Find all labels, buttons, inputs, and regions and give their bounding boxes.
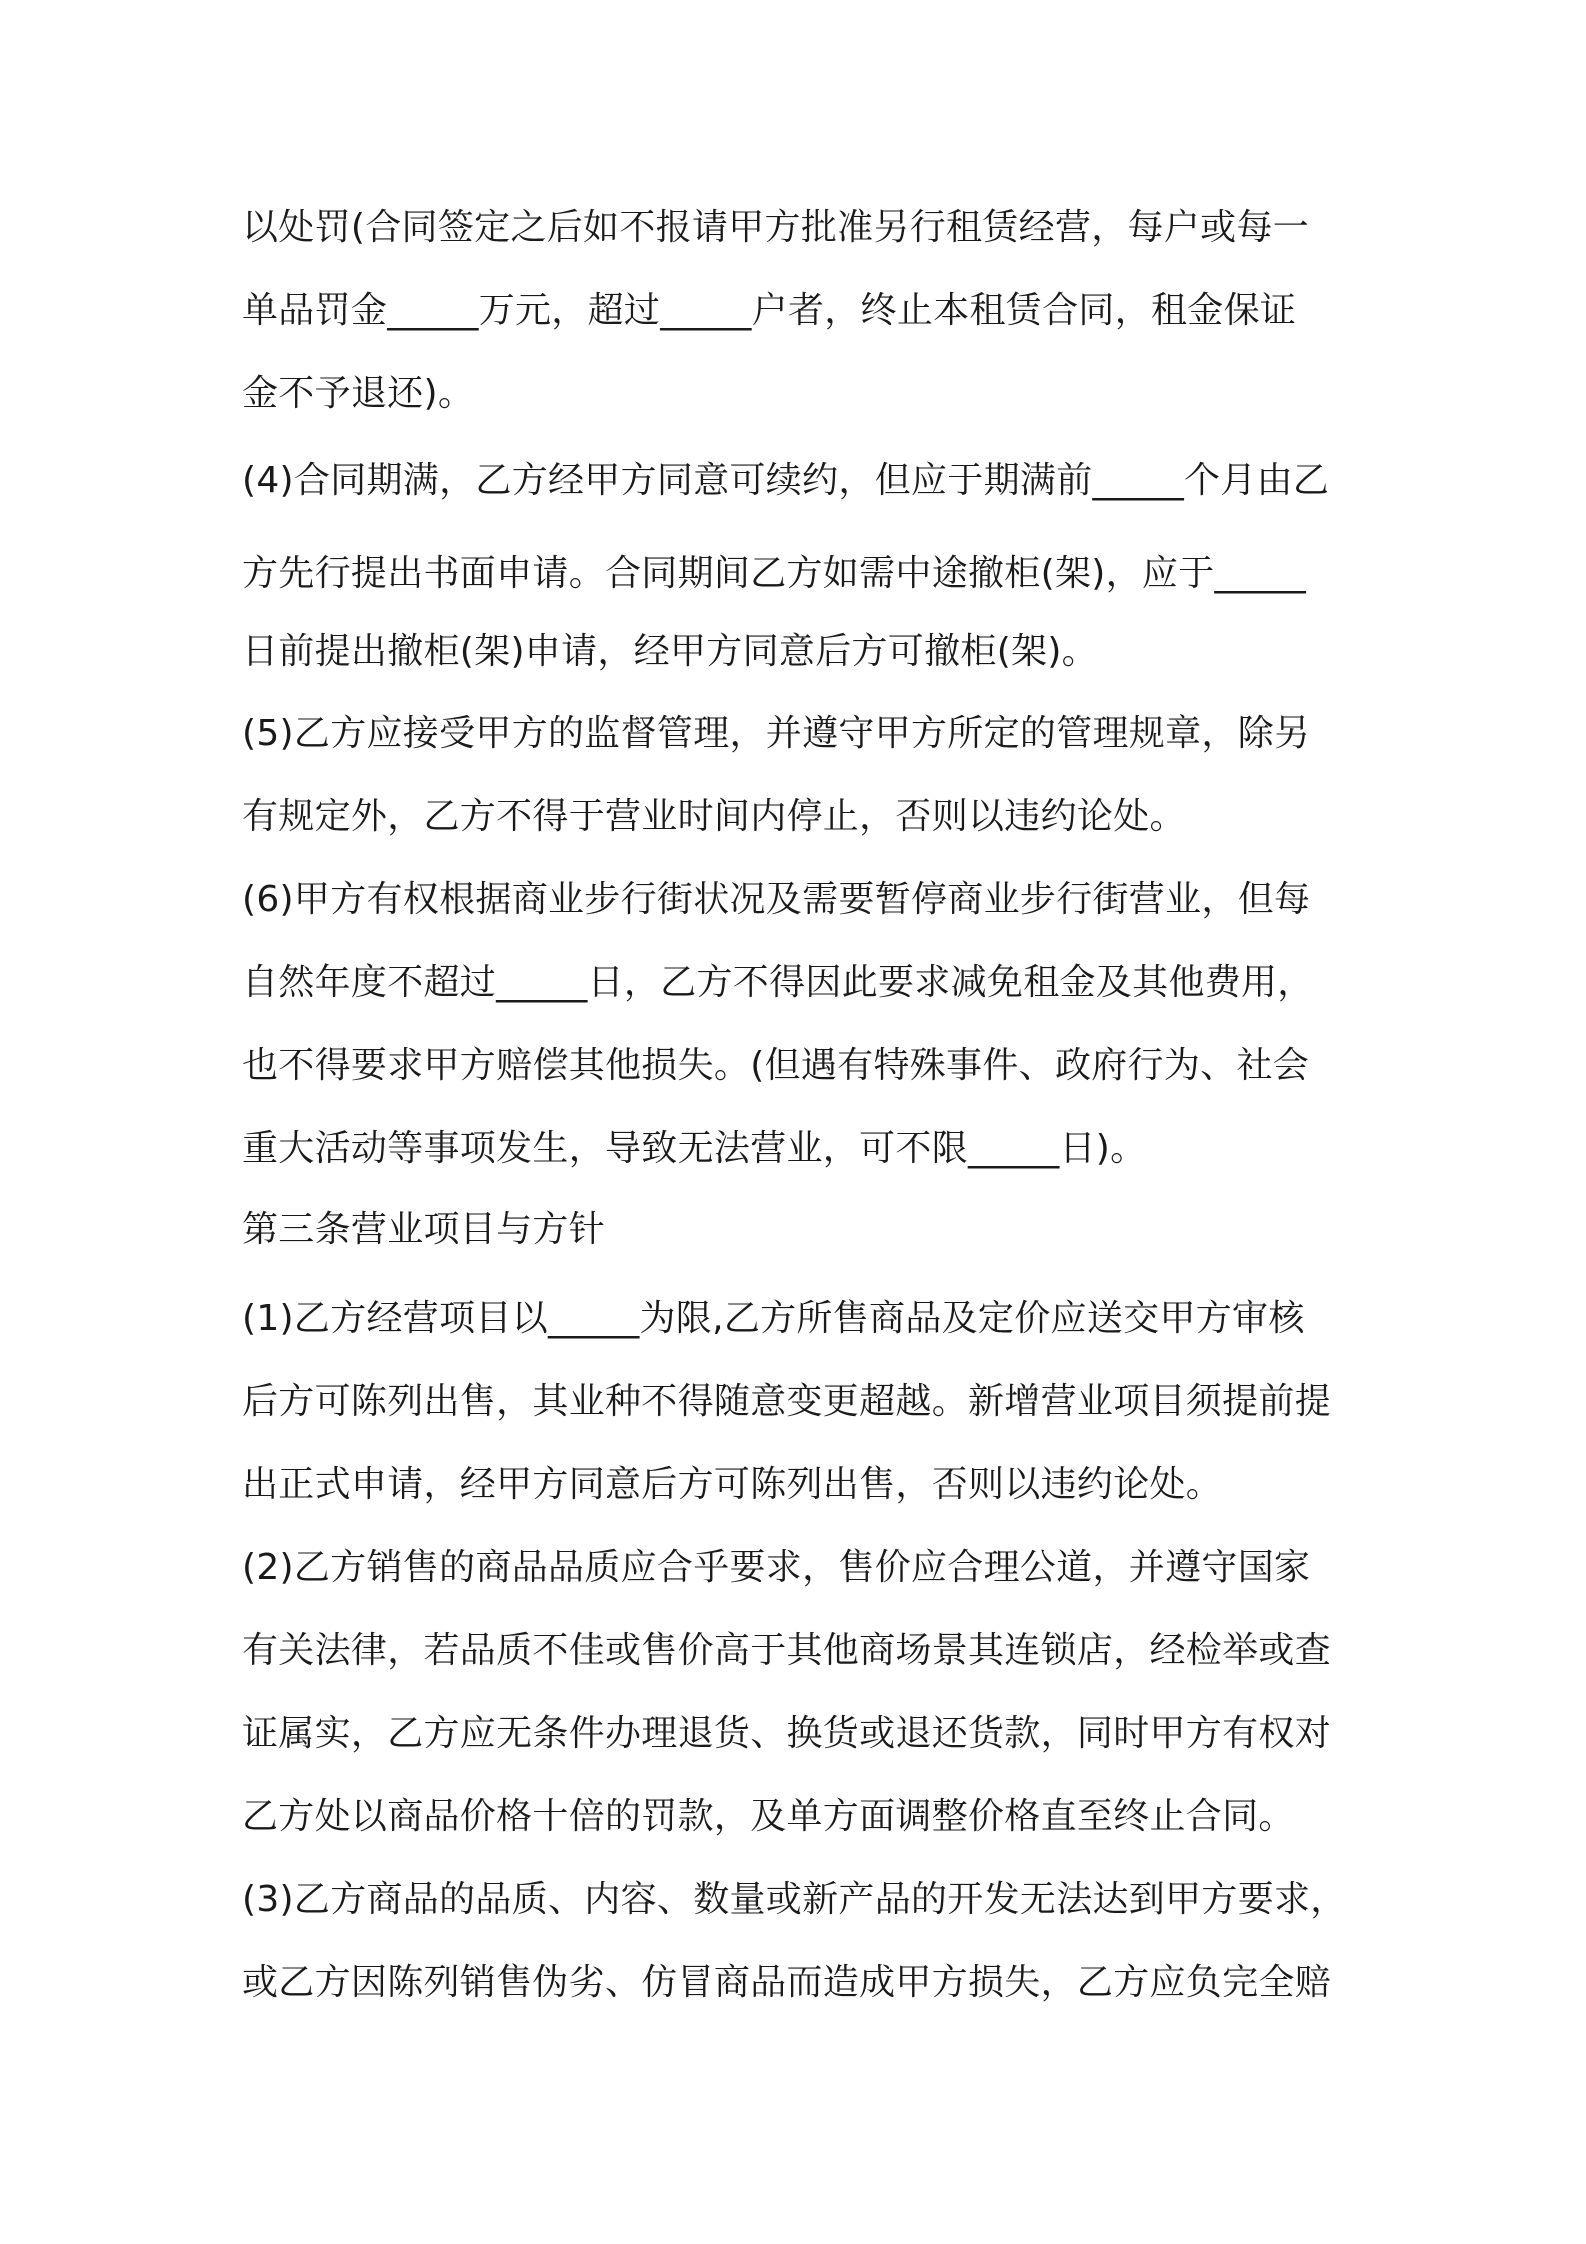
text-line: (2)乙方销售的商品品质应合乎要求，售价应合理公道，并遵守国家 [242,1547,1311,1588]
text-line: (4)合同期满，乙方经甲方同意可续约，但应于期满前_____个月由乙 [242,460,1330,501]
text-line: 或乙方因陈列销售伪劣、仿冒商品而造成甲方损失，乙方应负完全赔 [242,1962,1332,2003]
text-line: 乙方处以商品价格十倍的罚款，及单方面调整价格直至终止合同。 [242,1796,1295,1837]
text-line: 自然年度不超过_____日，乙方不得因此要求减免租金及其他费用， [242,962,1314,1003]
text-line: 后方可陈列出售，其业种不得随意变更超越。新增营业项目须提前提 [242,1381,1332,1422]
text-line: (6)甲方有权根据商业步行街状况及需要暂停商业步行街营业，但每 [242,879,1311,920]
text-line: 出正式申请，经甲方同意后方可陈列出售，否则以违约论处。 [242,1464,1223,1505]
text-line: 重大活动等事项发生，导致无法营业，可不限_____日)。 [242,1128,1147,1169]
text-line: 日前提出撤柜(架)申请，经甲方同意后方可撤柜(架)。 [242,631,1098,672]
section-heading: 第三条营业项目与方针 [242,1209,606,1250]
text-line: 证属实，乙方应无条件办理退货、换货或退还货款，同时甲方有权对 [242,1713,1332,1754]
text-line: 有规定外，乙方不得于营业时间内停止，否则以违约论处。 [242,796,1186,837]
text-line: 有关法律，若品质不佳或售价高于其他商场景其连锁店，经检举或查 [242,1630,1332,1671]
text-line: 也不得要求甲方赔偿其他损失。(但遇有特殊事件、政府行为、社会 [242,1045,1310,1086]
text-line: 方先行提出书面申请。合同期间乙方如需中途撤柜(架)，应于_____ [242,553,1306,594]
text-line: (1)乙方经营项目以_____为限,乙方所售商品及定价应送交甲方审核 [242,1298,1305,1339]
text-line: (5)乙方应接受甲方的监督管理，并遵守甲方所定的管理规章，除另 [242,713,1311,754]
text-line: 以处罚(合同签定之后如不报请甲方批准另行租赁经营，每户或每一 [242,207,1310,248]
text-line: (3)乙方商品的品质、内容、数量或新产品的开发无法达到甲方要求， [242,1879,1347,1920]
text-line: 金不予退还)。 [242,373,475,414]
text-line: 单品罚金_____万元，超过_____户者，终止本租赁合同，租金保证 [242,290,1297,331]
